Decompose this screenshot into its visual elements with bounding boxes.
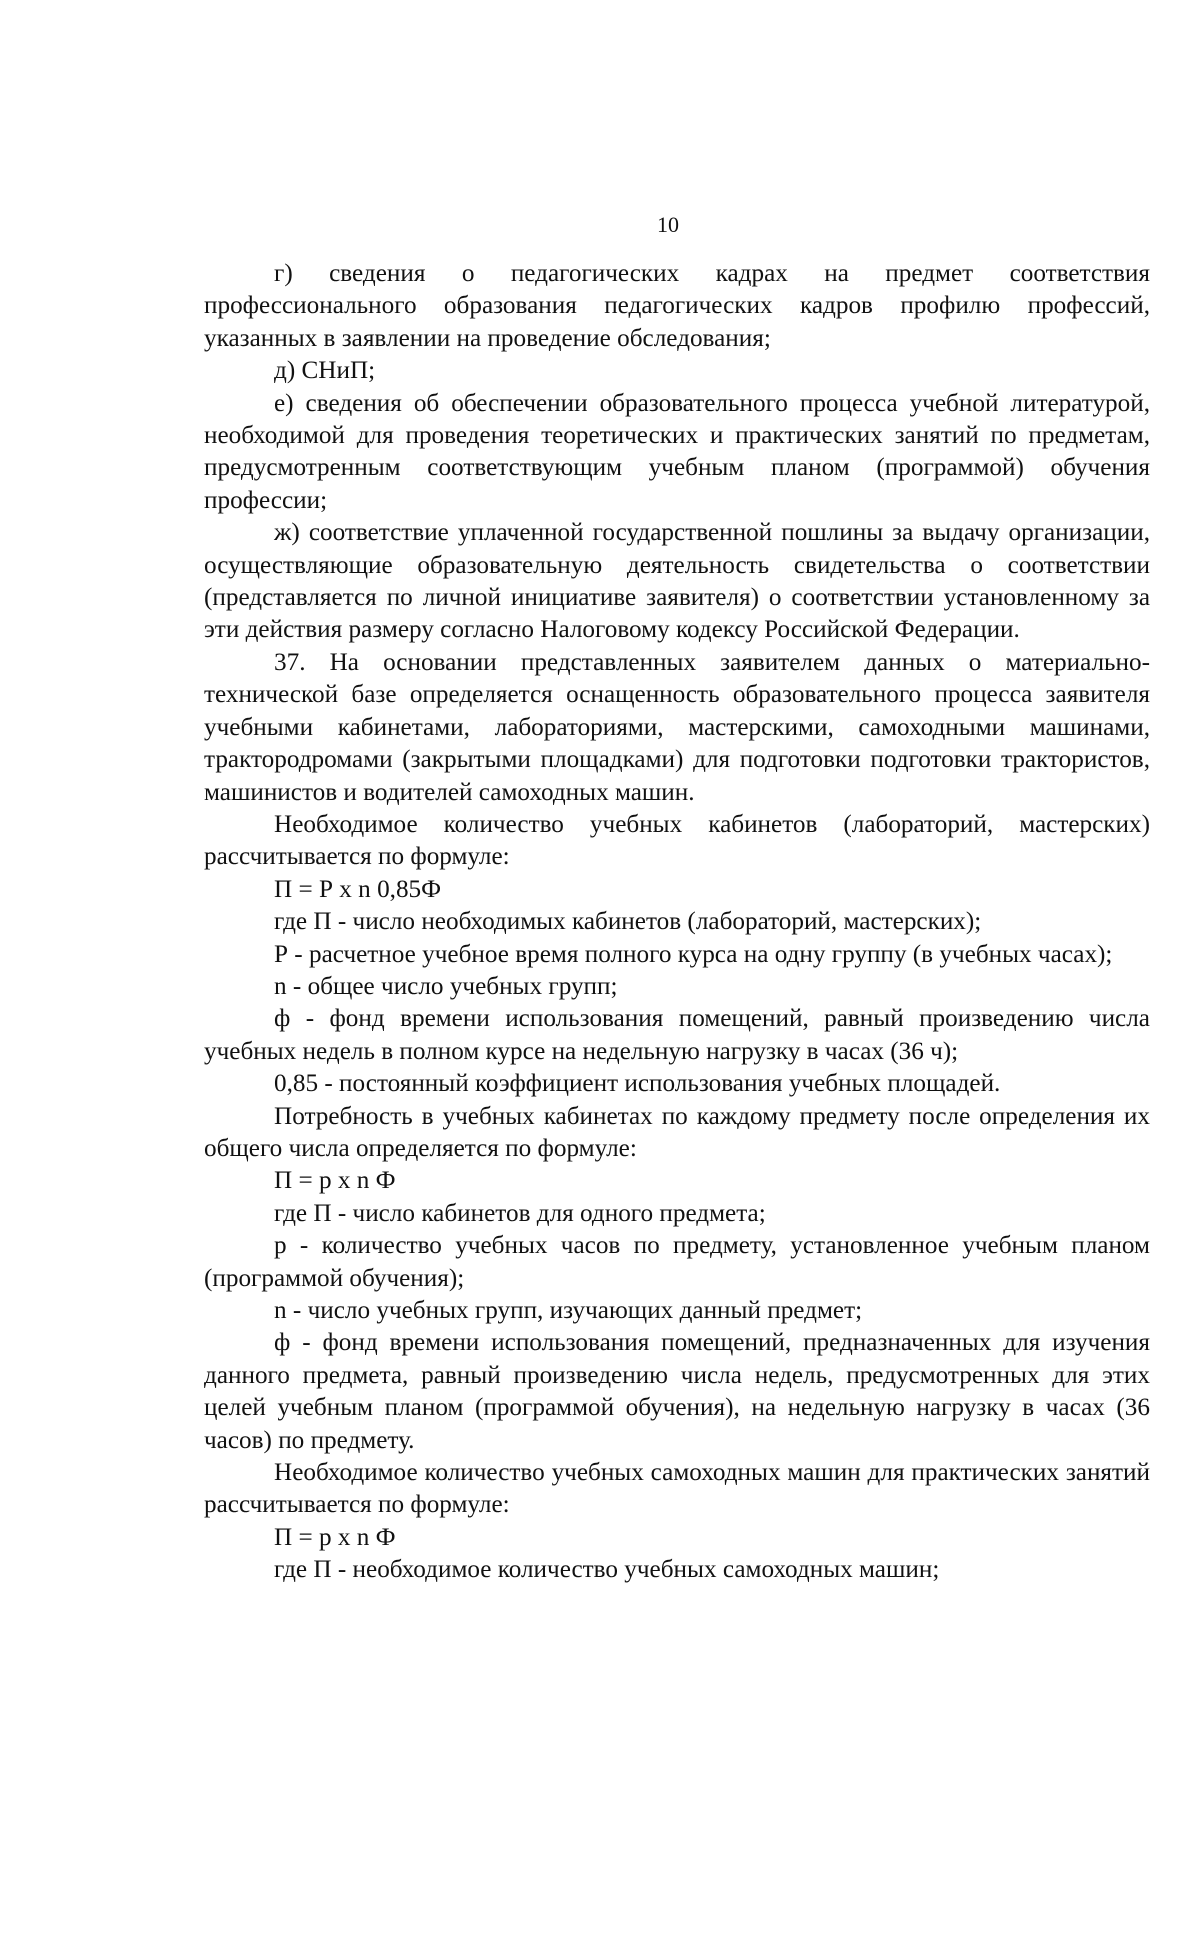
paragraph-item-e: е) сведения об обеспечении образовательного процесса учебной литературой, необходимой для проведения теоретических и практических занятий по предметам, предусмотренным соответствующим учебным планом (программой) обучения профессии; [204,389,1150,514]
formula-definition-f: ф - фонд времени использования помещений, равный произведению числа учебных недель в полном курсе на недельную нагрузку в часах (36 ч); [204,1005,1150,1065]
formula-definition-coefficient: 0,85 - постоянный коэффициент использования учебных площадей. [274,1070,1001,1098]
paragraph-clause-37: 37. На основании представленных заявителем данных о материально-технической базе определяется оснащенность образовательного процесса заявителя учебными кабинетами, лабораториями, мастерскими, самоходными машинами, трактородромами (закрытыми площадками) для подготовки подготовки трактористов, машинистов и водителей самоходных машин. [204,648,1150,806]
paragraph-item-d: д) СНиП; [274,357,376,385]
paragraph-machines-intro: Необходимое количество учебных самоходных машин для практических занятий рассчитывается по формуле: [204,1459,1150,1519]
paragraph-item-zh: ж) соответствие уплаченной государственной пошлины за выдачу организации, осуществляющие образовательную деятельность свидетельства о соответствии (представляется по личной инициативе заявителя) о соответствии установленному за эти действия размеру согласно Налоговому кодексу Российской Федерации. [204,519,1150,644]
formula-subject-definition-r: р - количество учебных часов по предмету, установленное учебным планом (программой обучения); [204,1232,1150,1292]
page-number: 10 [657,212,679,237]
formula-machines-definition-p: где П - необходимое количество учебных самоходных машин; [274,1556,940,1584]
document-body [204,258,1150,1587]
formula-machines: П = р х n Ф [274,1523,396,1551]
formula-subject-definition-f: ф - фонд времени использования помещений, предназначенных для изучения данного предмета, равный произведению числа недель, предусмотренных для этих целей учебным планом (программой обучения), на недельную нагрузку в часах (36 часов) по предмету. [204,1329,1150,1454]
paragraph-item-g: г) сведения о педагогических кадрах на предмет соответствия профессионального образования педагогических кадров профилю профессий, указанных в заявлении на проведение обследования; [204,260,1150,352]
formula-cabinets-per-subject: П = р х n Ф [274,1167,396,1195]
formula-cabinets-total: П = Р х n 0,85Ф [274,875,442,903]
formula-definition-n: n - общее число учебных групп; [274,972,618,1000]
formula-definition-r: Р - расчетное учебное время полного курса на одну группу (в учебных часах); [274,940,1113,968]
formula-subject-definition-p: где П - число кабинетов для одного предмета; [274,1199,766,1227]
paragraph-cabinets-intro: Необходимое количество учебных кабинетов (лабораторий, мастерских) рассчитывается по формуле: [204,810,1150,871]
formula-subject-definition-n: n - число учебных групп, изучающих данный предмет; [274,1297,863,1324]
paragraph-subject-need-intro: Потребность в учебных кабинетах по каждому предмету после определения их общего числа определяется по формуле: [204,1102,1150,1162]
formula-definition-p: где П - число необходимых кабинетов (лабораторий, мастерских); [274,908,982,936]
